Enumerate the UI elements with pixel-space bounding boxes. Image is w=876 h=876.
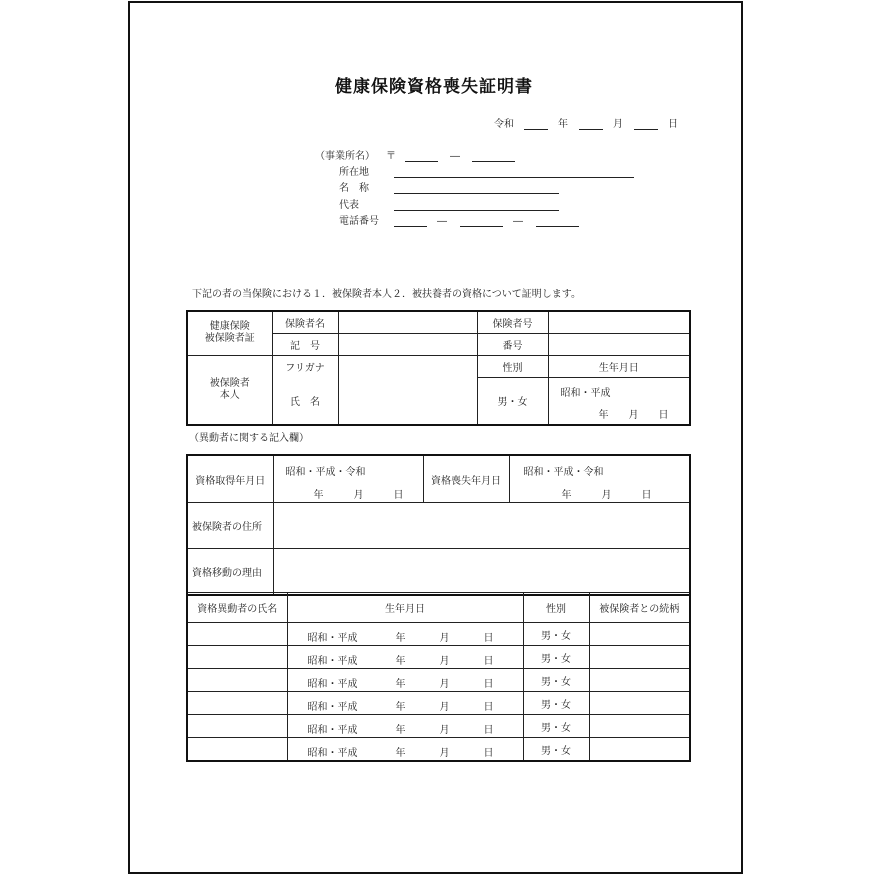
dob-field[interactable] [548,377,690,425]
dependent-name-field[interactable] [187,738,287,762]
dob-month-label: 月 [439,633,450,644]
phone-3-field[interactable] [536,226,579,227]
dependent-sex-field[interactable]: 男・女 [523,646,589,669]
insurance-card-table [186,310,691,426]
dob-year-label: 年 [395,633,406,644]
dependent-relation-field[interactable] [589,669,690,692]
name-field[interactable] [338,355,477,425]
header-name: 資格異動者の氏名 [187,593,287,623]
table-row [187,738,690,762]
dependent-sex-field[interactable]: 男・女 [523,692,589,715]
dependent-relation-field[interactable] [589,623,690,646]
dob-ymd: 年 月 日 [598,409,669,421]
header-sex: 性別 [523,593,589,623]
dob-era: 昭和・平成 [307,633,358,644]
dob-label: 生年月日 [548,355,690,377]
dependent-dob-field[interactable] [287,715,523,738]
postal-mark: 〒 [386,151,396,162]
table-row [187,669,690,692]
table-row [187,623,690,646]
phone-dash-1: ― [437,216,447,227]
acquire-ymd: 年 月 日 [313,490,404,501]
phone-label: 電話番号 [339,216,379,227]
phone-1-field[interactable] [394,226,427,227]
lose-date-field[interactable] [509,455,690,503]
month-field[interactable] [579,129,603,130]
dob-era: 昭和・平成 [307,656,358,667]
header-dob: 生年月日 [287,593,523,623]
number-field[interactable] [548,333,690,355]
symbol-field[interactable] [338,333,477,355]
dob-era: 昭和・平成 [307,725,358,736]
dependents-table [186,592,691,762]
dependent-sex-field[interactable]: 男・女 [523,669,589,692]
dependent-relation-field[interactable] [589,715,690,738]
symbol-label: 記 号 [272,333,338,355]
postal-dash: ― [450,151,460,162]
table-row [187,692,690,715]
dependent-sex-field[interactable]: 男・女 [523,738,589,762]
dependent-relation-field[interactable] [589,646,690,669]
sex-value[interactable]: 男・女 [477,377,548,425]
office-label: （事業所名） [315,151,375,162]
header-relation: 被保険者との続柄 [589,593,690,623]
dob-day-label: 日 [483,679,494,690]
dob-month-label: 月 [439,725,450,736]
person-name-label: 氏 名 [272,377,338,425]
dob-year-label: 年 [395,725,406,736]
day-field[interactable] [634,129,658,130]
change-note: （異動者に関する記入欄） [189,433,309,444]
company-name-field[interactable] [394,193,559,194]
lose-date-label: 資格喪失年月日 [423,455,509,503]
dependent-dob-field[interactable] [287,669,523,692]
dob-month-label: 月 [439,679,450,690]
sex-label: 性別 [477,355,548,377]
dependent-sex-field[interactable]: 男・女 [523,715,589,738]
dob-year-label: 年 [395,748,406,759]
date-era: 令和 [494,119,514,130]
dependent-dob-field[interactable] [287,646,523,669]
table-row [187,715,690,738]
date-day-label: 日 [668,119,678,130]
insurer-name-field[interactable] [338,311,477,333]
change-reason-field[interactable] [273,549,690,595]
dependent-dob-field[interactable] [287,692,523,715]
furigana-label: フリガナ [272,355,338,377]
postal-code-1-field[interactable] [405,161,438,162]
representative-label: 代表 [339,200,359,211]
dob-month-label: 月 [439,656,450,667]
dob-year-label: 年 [395,702,406,713]
phone-dash-2: ― [513,216,523,227]
dob-day-label: 日 [483,748,494,759]
person-label: 被保険者 本人 [187,355,272,425]
dependent-dob-field[interactable] [287,738,523,762]
insurer-name-label: 保険者名 [272,311,338,333]
dependent-name-field[interactable] [187,646,287,669]
dependent-relation-field[interactable] [589,692,690,715]
dependent-name-field[interactable] [187,715,287,738]
dob-era: 昭和・平成 [307,679,358,690]
date-year-label: 年 [558,119,568,130]
dob-day-label: 日 [483,656,494,667]
dob-era: 昭和・平成 [307,748,358,759]
dob-year-label: 年 [395,679,406,690]
lose-era: 昭和・平成・令和 [523,467,604,478]
dob-month-label: 月 [439,702,450,713]
company-name-label: 名 称 [339,183,369,194]
dependent-name-field[interactable] [187,692,287,715]
intro-text: 下記の者の当保険における１．被保険者本人２．被扶養者の資格について証明します。 [192,289,581,300]
lose-ymd: 年 月 日 [561,490,652,501]
phone-2-field[interactable] [460,226,503,227]
postal-code-2-field[interactable] [472,161,515,162]
table-row [187,646,690,669]
acquire-date-label: 資格取得年月日 [187,455,273,503]
dob-day-label: 日 [483,725,494,736]
insured-address-label: 被保険者の住所 [187,503,273,549]
insured-address-field[interactable] [273,503,690,549]
dob-era: 昭和・平成 [307,702,358,713]
change-reason-label: 資格移動の理由 [187,549,273,595]
dependent-sex-field[interactable]: 男・女 [523,623,589,646]
dob-year-label: 年 [395,656,406,667]
card-group-label: 健康保険 被保険者証 [187,311,272,355]
insurer-number-field[interactable] [548,311,690,333]
date-month-label: 月 [613,119,623,130]
address-field[interactable] [394,177,634,178]
acquire-era: 昭和・平成・令和 [285,467,366,478]
document-title: 健康保険資格喪失証明書 [335,77,533,97]
dependent-name-field[interactable] [187,669,287,692]
dependent-dob-field[interactable] [287,623,523,646]
dependent-name-field[interactable] [187,623,287,646]
acquire-date-field[interactable] [273,455,423,503]
dob-day-label: 日 [483,702,494,713]
insurer-number-label: 保険者号 [477,311,548,333]
dob-era: 昭和・平成 [560,387,611,399]
dependent-relation-field[interactable] [589,738,690,762]
change-table [186,454,691,596]
address-label: 所在地 [339,167,369,178]
representative-field[interactable] [394,210,559,211]
dob-month-label: 月 [439,748,450,759]
number-label: 番号 [477,333,548,355]
year-field[interactable] [524,129,548,130]
dob-day-label: 日 [483,633,494,644]
